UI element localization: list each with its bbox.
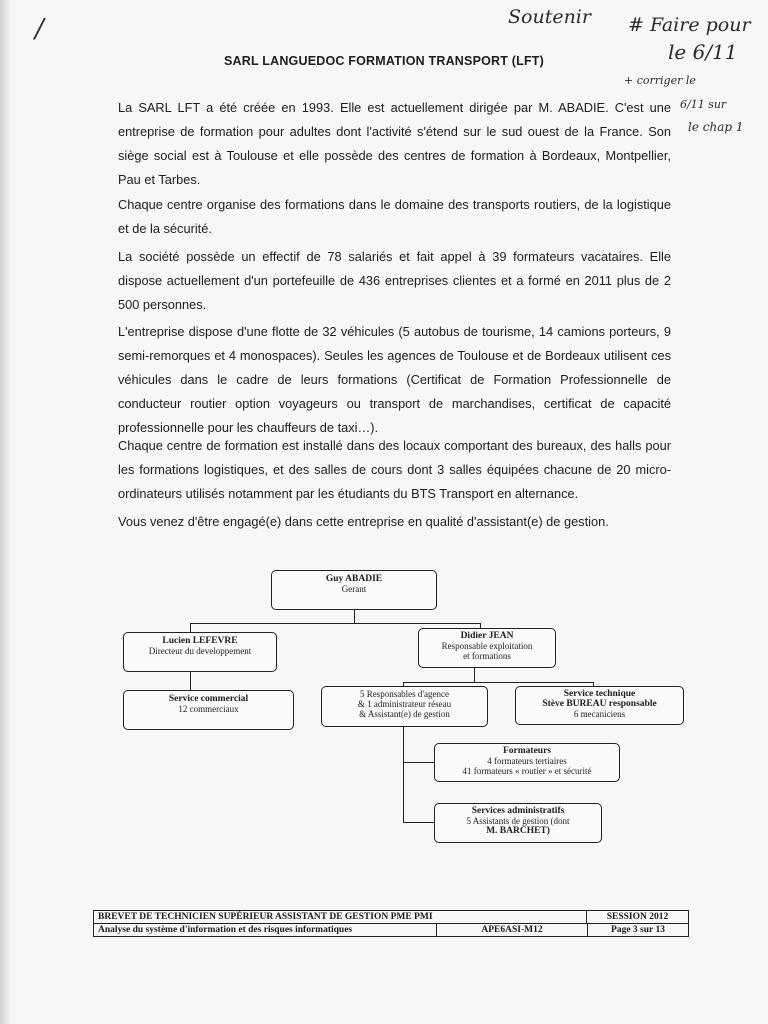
connector xyxy=(403,822,434,823)
handwritten-correction-1: + corriger le xyxy=(624,74,696,87)
connector xyxy=(190,623,480,624)
gerant-name: Guy ABADIE xyxy=(325,574,383,584)
technique-name: Service technique xyxy=(563,689,636,699)
handwritten-soutenir: Soutenir xyxy=(508,6,591,28)
handwritten-faire-pour: # Faire pour xyxy=(628,14,751,36)
connector xyxy=(474,668,475,682)
admin-line-3: M. BARCHET) xyxy=(486,826,550,836)
admin-name: Services administratifs xyxy=(471,806,565,816)
paragraph-intro: La SARL LFT a été créée en 1993. Elle est actuellement dirigée par M. ABADIE. C'est une entreprise de formation pour adultes dont l'activité s'étend sur le sud ouest de la France. Son siège social est à Toulouse et elle possède des centres de formation à Bordeaux, Montpellier, Pau et Tarbes. xyxy=(118,100,671,187)
footer-table xyxy=(93,910,689,937)
paragraph-fleet: L'entreprise dispose d'une flotte de 32 véhicules (5 autobus de tourisme, 14 camions porteurs, 9 semi-remorques et 4 monospaces). Seules les agences de Toulouse et de Bordeaux utilisent ces véhicules dans le cadre de leurs formations (Certificat de Formation Professionnelle de conducteur routier option voyageurs ou transport de marchandises, certificat de capacité professionnelle pour les chauffeurs de taxi…). xyxy=(118,324,671,435)
org-box-formateurs xyxy=(434,743,620,782)
handwritten-margin-mark: / xyxy=(35,14,44,44)
connector xyxy=(354,610,355,624)
footer-session: SESSION 2012 xyxy=(606,912,669,922)
connector xyxy=(190,672,191,690)
handwritten-correction-3: le chap 1 xyxy=(688,120,744,134)
org-box-commercial xyxy=(123,690,294,730)
paragraph-activities: Chaque centre organise des formations dans le domaine des transports routiers, de la logistique et de la sécurité. xyxy=(118,197,671,236)
formateurs-line-3: 41 formateurs « routier » et sécurité xyxy=(462,766,592,776)
footer-row xyxy=(94,911,688,924)
org-box-technique xyxy=(515,686,684,725)
technique-detail: 6 mecaniciens xyxy=(573,709,626,719)
page-edge-shadow xyxy=(0,0,10,1024)
connector xyxy=(403,762,434,763)
agences-line-1: 5 Responsables d'agence xyxy=(359,689,450,699)
org-box-developpement xyxy=(123,632,277,672)
connector xyxy=(403,727,404,823)
commercial-detail: 12 commerciaux xyxy=(178,704,239,714)
agences-line-3: & Assistant(e) de gestion xyxy=(359,709,450,719)
connector xyxy=(190,623,191,632)
footer-subject: Analyse du système d'information et des risques informatiques xyxy=(94,924,437,936)
commercial-name: Service commercial xyxy=(168,694,249,704)
agences-line-2: & 1 administrateur réseau xyxy=(357,699,452,709)
org-box-exploitation xyxy=(418,628,556,668)
footer-row xyxy=(94,924,688,936)
formateurs-line-2: 4 formateurs tertiaires xyxy=(487,756,567,766)
gerant-role: Gerant xyxy=(341,584,367,594)
exploit-role-2: et formations xyxy=(463,651,511,661)
paragraph-role: Vous venez d'être engagé(e) dans cette entreprise en qualité d'assistant(e) de gestion. xyxy=(118,514,609,529)
org-box-gerant xyxy=(271,570,437,610)
formateurs-name: Formateurs xyxy=(502,746,551,756)
paragraph-premises: Chaque centre de formation est installé dans des locaux comportant des bureaux, des halls pour les formations logistiques, et des salles de cours dont 3 salles équipées chacune de 20 micro-ordinateurs utilisés notamment par les étudiants du BTS Transport en alternance. xyxy=(118,438,671,501)
dev-name: Lucien LEFEVRE xyxy=(162,636,238,646)
technique-responsable: Stève BUREAU responsable xyxy=(542,699,657,709)
paragraph-staff: La société possède un effectif de 78 salariés et fait appel à 39 formateurs vacataires. Elle dispose actuellement d'un portefeuille de 436 entreprises clientes et a formé en 2011 plus de 2 500 personnes. xyxy=(118,249,671,312)
document-title: SARL LANGUEDOC FORMATION TRANSPORT (LFT) xyxy=(223,54,544,68)
dev-role: Directeur du developpement xyxy=(148,646,252,656)
footer-exam: BREVET DE TECHNICIEN SUPÉRIEUR ASSISTANT DE GESTION PME PMI xyxy=(94,911,587,923)
org-box-agences xyxy=(321,686,488,727)
handwritten-date: le 6/11 xyxy=(668,40,738,64)
footer-page: Page 3 sur 13 xyxy=(611,925,665,935)
footer-code: APE6ASI-M12 xyxy=(437,924,588,936)
handwritten-correction-2: 6/11 sur xyxy=(680,98,727,111)
connector xyxy=(403,682,593,683)
exploit-role-1: Responsable exploitation xyxy=(441,641,533,651)
exploit-name: Didier JEAN xyxy=(460,631,514,641)
org-box-administratifs xyxy=(434,803,602,843)
admin-line-2: 5 Assistants de gestion (dont xyxy=(466,816,570,826)
